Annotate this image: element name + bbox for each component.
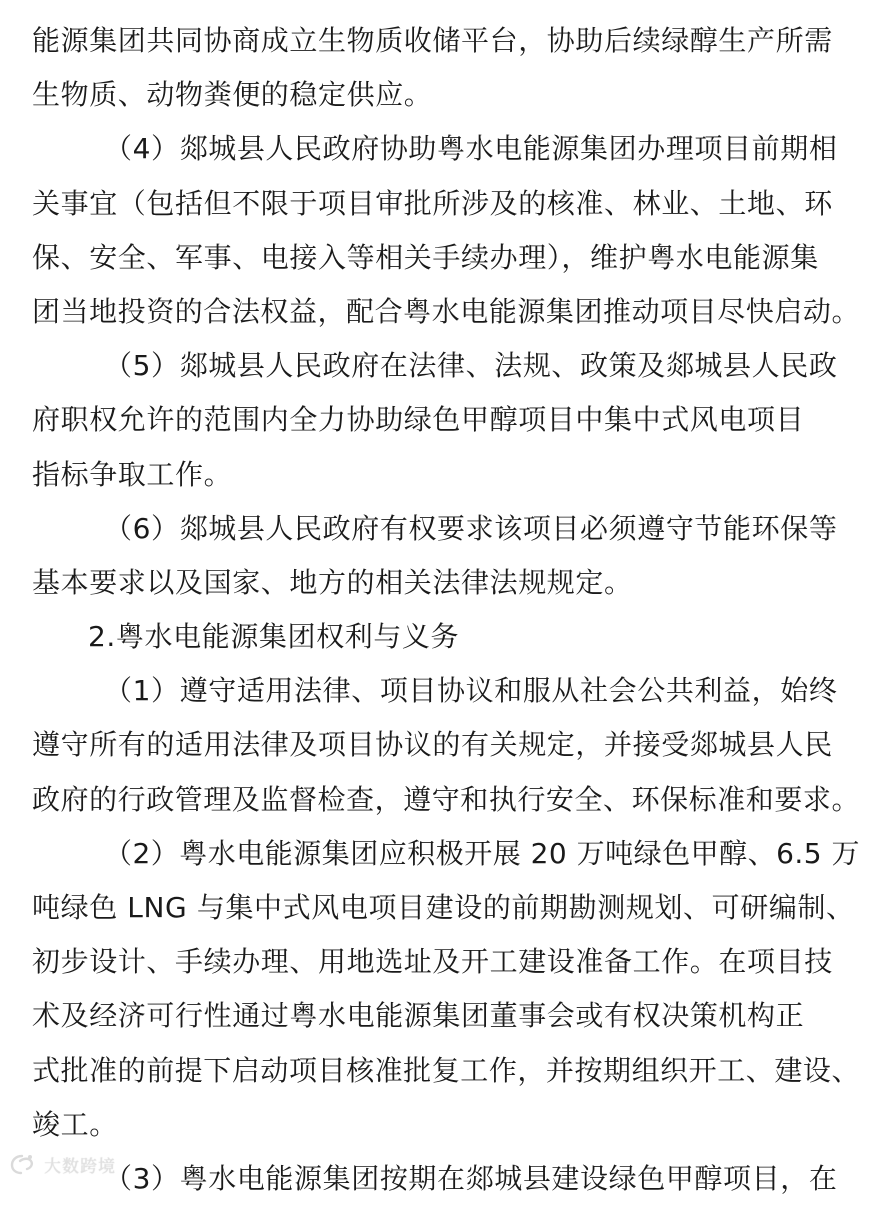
text-line: 初步设计、手续办理、用地选址及开工建设准备工作。在项目技 [32, 945, 833, 979]
watermark-text: 大数跨境 [44, 1156, 116, 1177]
paragraph-start: （1）遵守适用法律、项目协议和服从社会公共利益，始终 [104, 674, 838, 708]
text-line: 政府的行政管理及监督检查，遵守和执行安全、环保标准和要求。 [32, 782, 860, 816]
brand-logo-icon [10, 1153, 38, 1175]
text-line: 式批准的前提下启动项目核准批复工作，并按期组织开工、建设、 [32, 1053, 860, 1087]
text-line: 遵守所有的适用法律及项目协议的有关规定，并接受郯城县人民 [32, 728, 833, 762]
text-line: 团当地投资的合法权益，配合粤水电能源集团推动项目尽快启动。 [32, 294, 860, 328]
paragraph-start: （5）郯城县人民政府在法律、法规、政策及郯城县人民政 [104, 349, 838, 383]
document-body [32, 14, 860, 1206]
text-line: 生物质、动物粪便的稳定供应。 [32, 78, 433, 112]
text-line: 关事宜（包括但不限于项目审批所涉及的核准、林业、土地、环 [32, 186, 833, 220]
text-line: 竣工。 [32, 1107, 118, 1141]
text-line: 术及经济可行性通过粤水电能源集团董事会或有权决策机构正 [32, 999, 805, 1033]
paragraph-start: （4）郯城县人民政府协助粤水电能源集团办理项目前期相 [104, 132, 838, 166]
text-line: 保、安全、军事、电接入等相关手续办理），维护粤水电能源集 [32, 240, 819, 274]
text-line: 指标争取工作。 [32, 457, 233, 491]
section-heading: 2.粤水电能源集团权利与义务 [88, 620, 460, 654]
text-line: 吨绿色 LNG 与集中式风电项目建设的前期勘测规划、可研编制、 [32, 891, 855, 924]
paragraph-start: （2）粤水电能源集团应积极开展 20 万吨绿色甲醇、6.5 万 [104, 836, 860, 870]
paragraph-start: （6）郯城县人民政府有权要求该项目必须遵守节能环保等 [104, 511, 838, 545]
text-line: 能源集团共同协商成立生物质收储平台，协助后续绿醇生产所需 [32, 24, 833, 57]
paragraph-start: （3）粤水电能源集团按期在郯城县建设绿色甲醇项目，在 [104, 1161, 838, 1195]
text-line: 府职权允许的范围内全力协助绿色甲醇项目中集中式风电项目 [32, 403, 805, 437]
watermark [10, 1151, 116, 1177]
text-line: 基本要求以及国家、地方的相关法律法规规定。 [32, 565, 633, 599]
